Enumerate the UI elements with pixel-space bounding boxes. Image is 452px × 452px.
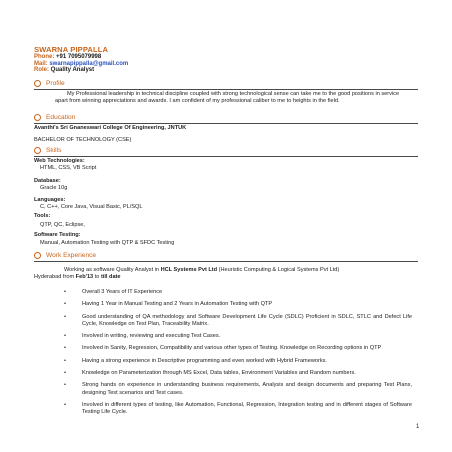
list-item <box>64 289 412 296</box>
location-text: Hyderabad from <box>34 274 76 281</box>
contact-header <box>34 47 128 74</box>
bullet-text: Having 1 Year in Manual Testing and 2 Years in Automation Testing with QTP <box>82 301 273 308</box>
skill-group-label: Languages: <box>34 197 66 203</box>
college-name: Avanthi's Sri Gnaneswari College Of Engineering, JNTUK <box>34 125 187 131</box>
bullet-icon: • <box>64 382 66 389</box>
experience-bullets <box>64 289 412 422</box>
skills-title: Skills <box>46 146 62 154</box>
phone-label: Phone: <box>34 54 55 61</box>
page-number: 1 <box>416 424 420 430</box>
bullet-text: Involved in writing, reviewing and executing Test Cases. <box>82 333 221 340</box>
bullet-text: Involved in different types of testing, like Automation, Functional, Regression, Integration testing and in different stages of Software Testing Life Cycle. <box>82 401 412 416</box>
skill-group-label: Database: <box>34 178 61 184</box>
skill-group-value: C, C++, Core Java, Visual Basic, PL/SQL <box>40 204 143 210</box>
skill-group-label: Software Testing: <box>34 232 81 238</box>
divider <box>34 261 418 262</box>
profile-title: Profile <box>46 79 65 87</box>
list-item <box>64 402 412 417</box>
degree: BACHELOR OF TECHNOLOGY (CSE) <box>34 137 132 143</box>
company-name: HCL Systems Pvt Ltd <box>160 267 218 273</box>
skill-group-label: Web Technologies: <box>34 158 85 164</box>
bullet-text: Strong hands on experience in understanding business requirements, Analysis and design documents and preparing Test Plans, designing Test scenarios and Test cases. <box>82 382 412 396</box>
bullet-text: Good understanding of QA methodology and Software Development Life Cycle (SDLC) Proficient in SDLC, STLC and Defect Life Cycle, Knowledge on Test Plan, Traceability Matrix. <box>82 313 412 327</box>
circle-bullet-icon <box>34 252 41 259</box>
phone-value: +91 7095079998 <box>56 54 102 61</box>
education-section-heading <box>34 112 75 122</box>
skill-group-value: Gracle 10g <box>40 185 68 191</box>
to-word: to <box>93 274 101 281</box>
bullet-icon: • <box>64 313 66 320</box>
skill-group-value: Manual, Automation Testing with QTP & SFDC Testing <box>40 240 175 246</box>
bullet-icon: • <box>64 289 66 295</box>
role-value: Quality Analyst <box>50 67 95 74</box>
list-item <box>64 333 412 340</box>
bullet-text: Knowledge on Parameterization through MS Excel, Data tables, Environment Variables and Random numbers. <box>82 370 356 377</box>
list-item <box>64 314 412 329</box>
work-section-heading <box>34 250 96 260</box>
role-row <box>34 67 128 73</box>
work-intro <box>34 267 414 281</box>
circle-bullet-icon <box>34 80 41 87</box>
skill-group-label: Tools: <box>34 213 51 219</box>
intro-text: Working as software Quality Analyst in <box>64 267 161 273</box>
divider <box>34 123 418 124</box>
bullet-icon: • <box>64 301 66 308</box>
work-title: Work Experience <box>46 251 97 259</box>
list-item <box>64 301 412 308</box>
bullet-icon: • <box>64 345 66 352</box>
bullet-text: Overall 3 Years of IT Experience <box>82 289 163 295</box>
candidate-name: SWARNA PIPPALLA <box>34 45 109 54</box>
bullet-icon: • <box>64 357 66 364</box>
list-item <box>64 370 412 377</box>
divider <box>34 156 418 157</box>
circle-bullet-icon <box>34 147 41 154</box>
skill-group-value: HTML, CSS, VB Script <box>40 165 97 171</box>
bullet-icon: • <box>64 370 66 377</box>
work-period-line <box>34 274 414 281</box>
skills-section-heading <box>34 145 61 155</box>
bullet-icon: • <box>64 333 66 340</box>
list-item <box>64 345 412 352</box>
intro-text-post: (Heuristic Computing & Logical Systems Pvt Ltd) <box>217 267 340 273</box>
end-date: till date <box>100 274 121 281</box>
role-label: Role: <box>34 67 49 74</box>
divider <box>34 89 418 90</box>
work-intro-line <box>34 267 414 274</box>
profile-section-heading <box>34 78 65 88</box>
circle-bullet-icon <box>34 114 41 121</box>
bullet-text: Involved in Sanity, Regression, Compatibility and various other types of Testing. Knowledge on Recording options in QTP <box>82 345 382 352</box>
mail-label: Mail: <box>34 60 48 67</box>
list-item <box>64 358 412 365</box>
skill-group-value: QTP, QC, Eclipse, <box>40 222 85 228</box>
mail-link[interactable]: swarnapippalla@gmail.com <box>49 60 129 67</box>
list-item <box>64 382 412 397</box>
profile-text: My Professional leadership in technical discipline coupled with strong technological sense can take me to the good positions in service apart from winning appreciations and awards. I am confident of my professional caliber to me to heights in the field. <box>55 91 400 105</box>
bullet-text: Having a strong experience in Descriptive programming and even worked with Hybrid Frameworks. <box>82 357 327 364</box>
start-date: Feb'13 <box>75 274 94 281</box>
bullet-icon: • <box>64 401 66 408</box>
education-title: Education <box>46 113 76 121</box>
